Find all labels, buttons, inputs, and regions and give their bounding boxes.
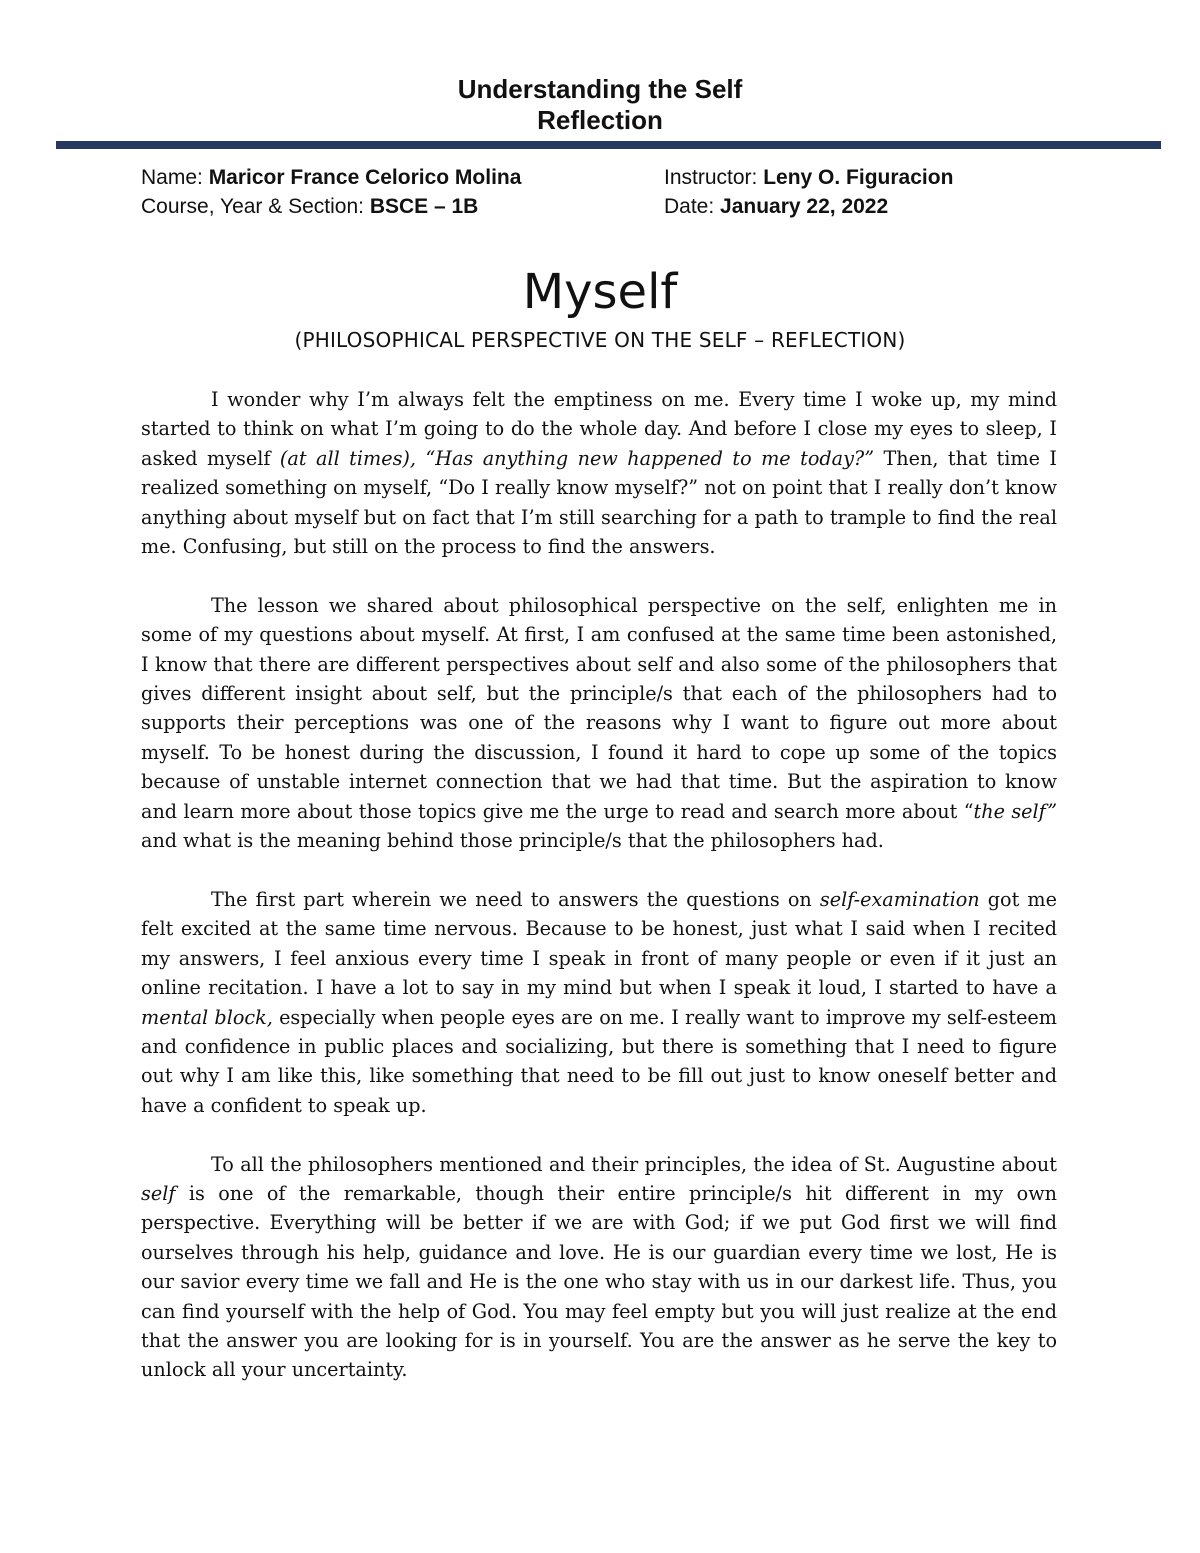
paragraph-text: I wonder why I’m always felt the emptiness on me. Every time I woke up, my mind started to think on what I’m going to do the whole day. And before I close my eyes to sleep, I asked myself: [141, 388, 1057, 470]
course-line: [141, 194, 478, 220]
paragraph-text: is one of the remarkable, though their entire principle/s hit different in my own perspective. Everything will be better if we are with God; if we put God first we will find ourselves through his help, guidance and love. He is our guardian every time we lost, He is our savior every time we fall and He is the one who stay with us in our darkest life. Thus, you can find yourself with the help of God. You may feel empty but you will just realize at the end that the answer you are looking for is in yourself. You are the answer as he serve the key to unlock all your uncertainty.: [141, 1181, 1057, 1382]
paragraph-3: [141, 885, 1057, 1120]
instructor-value: Leny O. Figuracion: [763, 166, 954, 189]
course-value: BSCE – 1B: [369, 195, 479, 218]
name-label: Name:: [141, 166, 209, 189]
date-label: Date:: [664, 195, 721, 218]
document-title: Myself: [522, 264, 678, 320]
paragraph-text: especially when people eyes are on me. I really want to improve my self-esteem and confidence in public places and socializing, but there is something that I need to figure out why I am like this, like something that need to be fill out just to know oneself better and have a confident to speak up.: [141, 1005, 1057, 1117]
date-line: [664, 194, 888, 220]
name-value: Maricor France Celorico Molina: [208, 166, 522, 189]
paragraph-2: [141, 591, 1057, 856]
paragraph-emphasis: (at all times), “Has anything new happened to me today?”: [279, 446, 875, 470]
date-value: January 22, 2022: [720, 195, 889, 218]
paragraph-text: The lesson we shared about philosophical perspective on the self, enlighten me in some of my questions about myself. At first, I am confused at the same time been astonished, I know that there are different perspectives about self and also some of the philosophers that gives different insight about self, but the principle/s that each of the philosophers had to supports their perceptions was one of the reasons why I want to figure out more about myself. To be honest during the discussion, I found it hard to cope up some of the topics because of unstable internet connection that we had that time. But the aspiration to know and learn more about those topics give me the urge to read and search more about “: [141, 593, 1057, 823]
header-subtitle: Reflection: [537, 105, 663, 135]
paragraph-emphasis: the self”: [973, 799, 1057, 823]
header-title: Understanding the Self: [457, 74, 743, 104]
document-subtitle: (PHILOSOPHICAL PERSPECTIVE ON THE SELF – REFLECTION): [294, 328, 906, 352]
paragraph-text: and what is the meaning behind those principle/s that the philosophers had.: [141, 829, 884, 853]
paragraph-text: The first part wherein we need to answers the questions on: [211, 887, 820, 911]
paragraph-emphasis: self-examination: [819, 887, 980, 911]
student-name-line: [141, 165, 521, 191]
course-label: Course, Year & Section:: [141, 195, 370, 218]
paragraph-emphasis: mental block,: [141, 1005, 273, 1029]
header-divider: [56, 141, 1161, 149]
paragraph-text: Then, that time I realized something on myself, “Do I really know myself?” not on point that I really don’t know anything about myself but on fact that I’m still searching for a path to trample to find the real me. Confusing, but still on the process to find the answers.: [141, 446, 1057, 559]
paragraph-1: [141, 385, 1057, 561]
paragraph-text: To all the philosophers mentioned and their principles, the idea of St. Augustine about: [211, 1152, 1057, 1176]
reflection-body: [141, 385, 1057, 1385]
paragraph-text: got me felt excited at the same time nervous. Because to be honest, just what I said when I recited my answers, I feel anxious every time I speak in front of many people or even if it just an online recitation. I have a lot to say in my mind but when I speak it loud, I started to have a: [141, 887, 1057, 1000]
instructor-line: [664, 165, 953, 191]
instructor-label: Instructor:: [664, 166, 764, 189]
paragraph-emphasis: self: [141, 1181, 176, 1205]
paragraph-4: [141, 1150, 1057, 1385]
